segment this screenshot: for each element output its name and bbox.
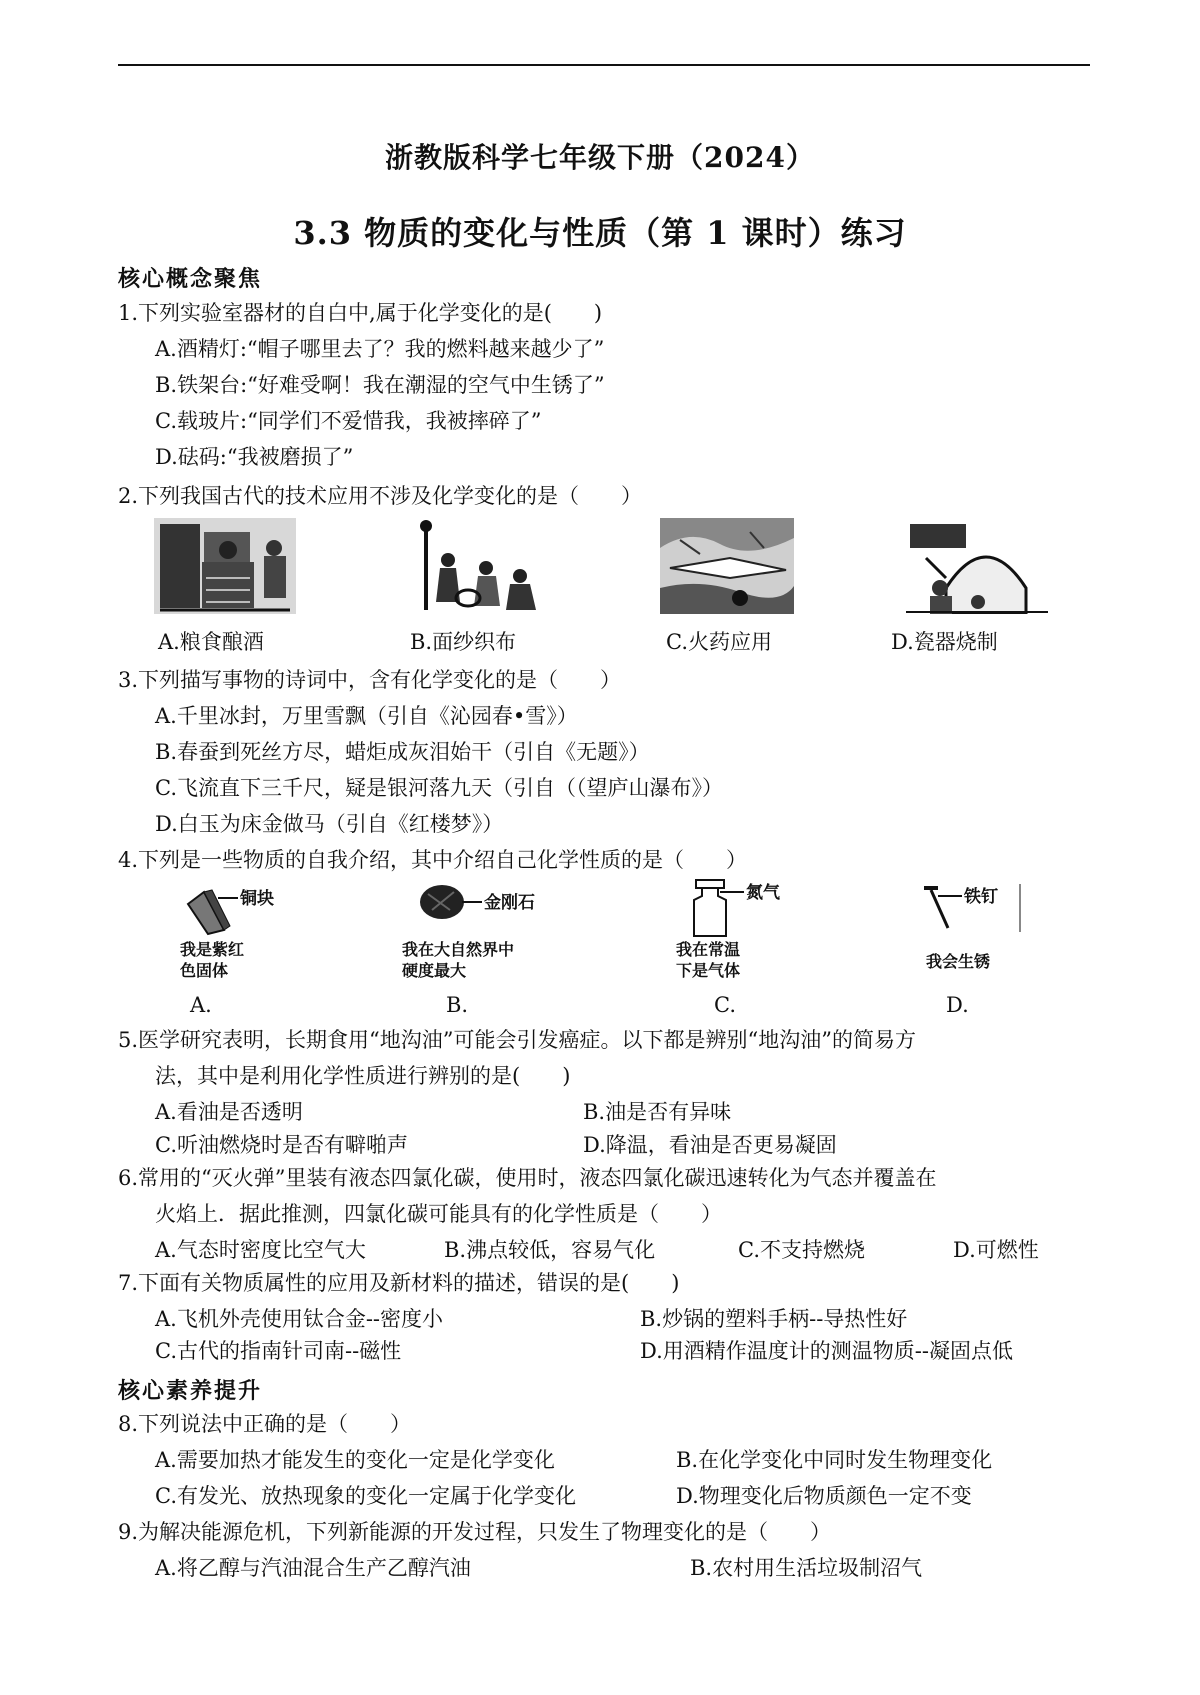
question-8-option-b: B.在化学变化中同时发生物理变化 (676, 1448, 993, 1472)
porcelain-firing-illustration (906, 518, 1048, 614)
question-3-option-b: B.春蚕到死丝方尽，蜡炬成灰泪始干（引自《无题》） (155, 740, 650, 764)
iron-nail-icon (920, 882, 1024, 934)
question-9-option-a: A.将乙醇与汽油混合生产乙醇汽油 (155, 1556, 471, 1580)
question-6-option-a: A.气态时密度比空气大 (155, 1238, 366, 1262)
question-1-option-b: B.铁架台:“好难受啊！我在潮湿的空气中生锈了” (155, 373, 605, 397)
question-7-stem: 7.下面有关物质属性的应用及新材料的描述，错误的是( ) (118, 1271, 680, 1295)
diamond-caption-line2: 硬度最大 (402, 961, 467, 980)
question-6-option-c: C.不支持燃烧 (738, 1238, 865, 1262)
question-3-option-a: A.千里冰封，万里雪飘（引自《沁园春•雪》） (155, 704, 578, 728)
question-2-option-d: D.瓷器烧制 (891, 630, 998, 654)
question-2-option-b: B.面纱织布 (410, 630, 517, 654)
section-heading-core-concepts: 核心概念聚焦 (118, 266, 263, 292)
copper-caption-line2: 色固体 (180, 961, 229, 980)
gas-bottle-icon (690, 878, 800, 938)
question-9-option-b: B.农村用生活垃圾制沼气 (690, 1556, 923, 1580)
copper-label: 铜块 (240, 889, 274, 909)
question-7-option-d: D.用酒精作温度计的测温物质--凝固点低 (640, 1339, 1013, 1363)
question-4-stem: 4.下列是一些物质的自我介绍，其中介绍自己化学性质的是（ ） (118, 848, 748, 872)
question-8-option-a: A.需要加热才能发生的变化一定是化学变化 (155, 1448, 555, 1472)
nitrogen-label: 氮气 (746, 883, 780, 903)
question-7-option-c: C.古代的指南针司南--磁性 (155, 1339, 402, 1363)
question-5-option-a: A.看油是否透明 (155, 1100, 303, 1124)
gunpowder-illustration (660, 518, 794, 614)
iron-nail-label: 铁钉 (964, 887, 998, 907)
question-4-option-d: D. (946, 993, 969, 1017)
question-8-stem: 8.下列说法中正确的是（ ） (118, 1412, 412, 1436)
diamond-caption-line1: 我在大自然界中 (402, 940, 515, 959)
nitrogen-caption-line1: 我在常温 (676, 940, 741, 959)
question-3-stem: 3.下列描写事物的诗词中，含有化学变化的是（ ） (118, 668, 622, 692)
question-8-option-c: C.有发光、放热现象的变化一定属于化学变化 (155, 1484, 576, 1508)
page-title: 浙教版科学七年级下册（2024） (385, 141, 815, 174)
question-8-option-d: D.物理变化后物质颜色一定不变 (676, 1484, 972, 1508)
question-3-option-c: C.飞流直下三千尺，疑是银河落九天（引自（（望庐山瀑布》） (155, 776, 723, 800)
question-1-option-a: A.酒精灯:“帽子哪里去了？我的燃料越来越少了” (155, 337, 605, 361)
question-3-option-d: D.白玉为床金做马（引自《红楼梦》） (155, 812, 504, 836)
copper-block-icon (182, 880, 292, 936)
question-7-option-a: A.飞机外壳使用钛合金--密度小 (155, 1307, 444, 1331)
question-5-option-d: D.降温，看油是否更易凝固 (583, 1133, 837, 1157)
question-5-stem-line2: 法，其中是利用化学性质进行辨别的是( ) (155, 1064, 571, 1088)
question-4-option-c: C. (714, 993, 736, 1017)
question-6-option-b: B.沸点较低，容易气化 (444, 1238, 656, 1262)
lesson-title: 3.3 物质的变化与性质（第 1 课时）练习 (293, 214, 907, 252)
question-4-option-b: B. (446, 993, 469, 1017)
question-5-option-c: C.听油燃烧时是否有噼啪声 (155, 1133, 408, 1157)
header-rule (118, 64, 1090, 66)
diamond-icon (418, 880, 554, 930)
question-2-option-c: C.火药应用 (666, 630, 772, 654)
question-9-stem: 9.为解决能源危机，下列新能源的开发过程，只发生了物理变化的是（ ） (118, 1520, 832, 1544)
question-6-option-d: D.可燃性 (953, 1238, 1039, 1262)
nitrogen-caption-line2: 下是气体 (676, 961, 741, 980)
question-5-stem-line1: 5.医学研究表明，长期食用“地沟油”可能会引发癌症。以下都是辨别“地沟油”的简易方 (118, 1028, 916, 1052)
question-1-option-c: C.载玻片:“同学们不爱惜我，我被摔碎了” (155, 409, 542, 433)
question-2-stem: 2.下列我国古代的技术应用不涉及化学变化的是（ ） (118, 484, 643, 508)
section-heading-core-literacy: 核心素养提升 (118, 1378, 263, 1404)
question-1-stem: 1.下列实验室器材的自白中,属于化学变化的是( ) (118, 301, 603, 325)
question-1-option-d: D.砝码:“我被磨损了” (155, 445, 354, 469)
question-4-option-a: A. (190, 993, 212, 1017)
iron-nail-caption: 我会生锈 (926, 952, 991, 971)
question-5-option-b: B.油是否有异味 (583, 1100, 732, 1124)
diamond-label: 金刚石 (484, 893, 535, 913)
weaving-illustration (408, 518, 550, 614)
grain-brewing-illustration (154, 518, 296, 614)
question-7-option-b: B.炒锅的塑料手柄--导热性好 (640, 1307, 908, 1331)
question-2-option-a: A.粮食酿酒 (158, 630, 264, 654)
copper-caption-line1: 我是紫红 (180, 940, 245, 959)
question-6-stem-line2: 火焰上．据此推测，四氯化碳可能具有的化学性质是（ ） (155, 1202, 722, 1226)
question-6-stem-line1: 6.常用的“灭火弹”里装有液态四氯化碳，使用时，液态四氯化碳迅速转化为气态并覆盖在 (118, 1166, 937, 1190)
